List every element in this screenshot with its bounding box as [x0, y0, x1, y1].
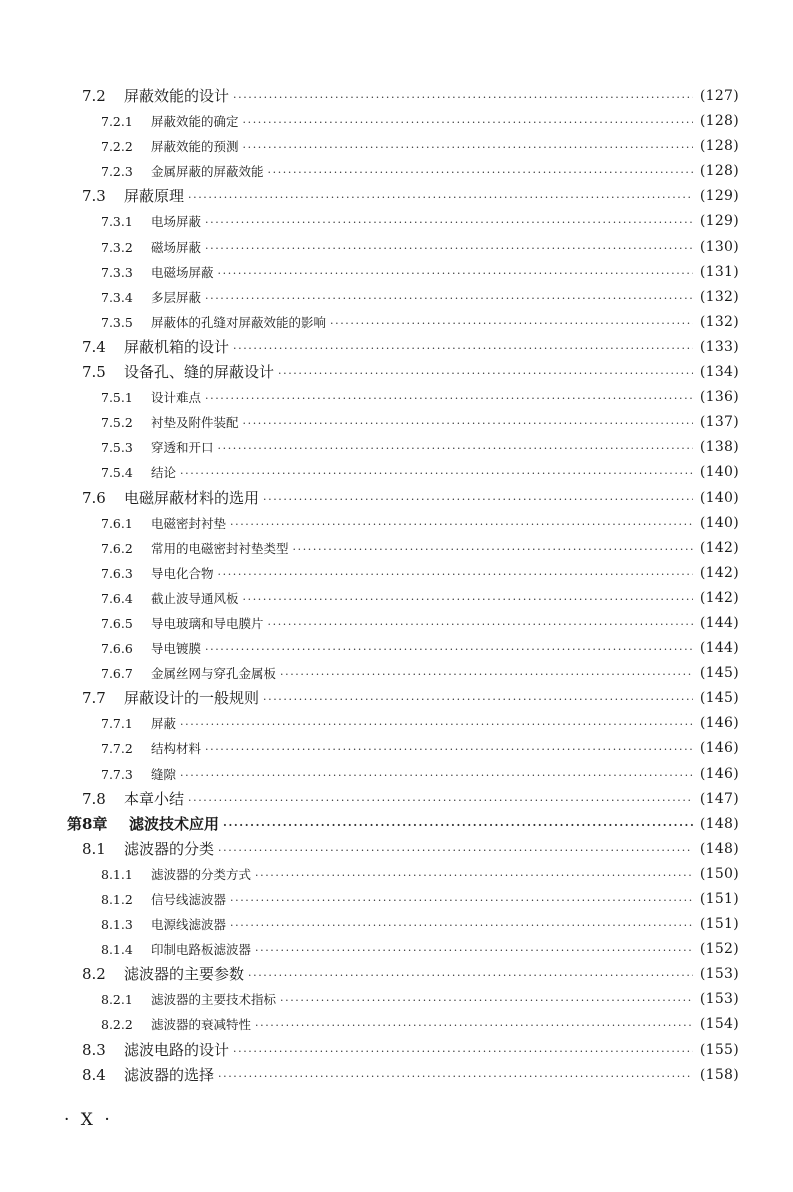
toc-subsection-entry[interactable]: [0, 736, 793, 761]
toc-leader-dots: [280, 662, 693, 687]
toc-entry-number: 7.5.2: [101, 415, 133, 431]
toc-subsection-entry[interactable]: [0, 561, 793, 586]
toc-subsection-entry[interactable]: [0, 661, 793, 686]
toc-entry-number: 8.1.2: [101, 892, 133, 907]
toc-leader-dots: [180, 461, 693, 486]
toc-entry-title: 多层屏蔽: [151, 289, 202, 305]
toc-entry-number: 7.6.1: [101, 515, 133, 531]
toc-entry-page: (150): [699, 865, 739, 882]
toc-leader-dots: [293, 537, 693, 562]
toc-entry-page: (153): [699, 991, 739, 1008]
toc-subsection-entry[interactable]: [0, 912, 793, 937]
toc-entry-page: (142): [699, 564, 739, 581]
toc-entry-page: (148): [699, 815, 739, 832]
toc-leader-dots: [233, 85, 693, 110]
toc-leader-dots: [255, 938, 693, 963]
toc-entry-number: 7.7: [82, 689, 106, 708]
toc-entry-title: 滤波器的选择: [124, 1065, 215, 1084]
toc-entry-title: 信号线滤波器: [151, 892, 227, 907]
toc-entry-page: (128): [699, 138, 739, 155]
toc-leader-dots: [233, 336, 693, 361]
toc-entry-page: (144): [699, 614, 739, 631]
toc-entry-page: (145): [699, 665, 739, 682]
toc-entry-title: 本章小结: [124, 789, 185, 808]
toc-entry-number: 8.1.1: [101, 866, 133, 882]
toc-entry-number: 7.6.4: [101, 590, 133, 606]
toc-subsection-entry[interactable]: [0, 611, 793, 636]
toc-entry-title: 屏蔽效能的确定: [151, 114, 239, 130]
toc-entry-number: 7.4: [82, 337, 106, 356]
toc-entry-title: 导电玻璃和导电膜片: [151, 615, 264, 631]
toc-leader-dots: [188, 788, 693, 813]
toc-subsection-entry[interactable]: [0, 209, 793, 234]
toc-entry-title: 印制电路板滤波器: [151, 942, 252, 958]
toc-entry-number: 7.3.3: [101, 264, 133, 280]
toc-entry-number: 7.5: [82, 363, 106, 382]
toc-leader-dots: [205, 286, 693, 311]
toc-entry-title: 设备孔、缝的屏蔽设计: [124, 363, 275, 382]
toc-entry-page: (148): [699, 840, 739, 857]
toc-entry-page: (142): [699, 539, 739, 556]
toc-subsection-entry[interactable]: [0, 937, 793, 962]
toc-subsection-entry[interactable]: [0, 385, 793, 410]
toc-entry-title: 屏蔽: [151, 716, 177, 732]
toc-entry-number: 7.5.3: [101, 440, 133, 456]
toc-subsection-entry[interactable]: [0, 987, 793, 1012]
toc-entry-title: 导电化合物: [151, 565, 214, 581]
toc-section-entry[interactable]: [0, 486, 793, 511]
toc-leader-dots: [230, 888, 693, 913]
toc-subsection-entry[interactable]: [0, 711, 793, 736]
toc-entry-number: 8.4: [82, 1065, 106, 1084]
toc-subsection-entry[interactable]: [0, 285, 793, 310]
toc-leader-dots: [233, 1039, 693, 1064]
toc-entry-number: 8.2.2: [101, 1017, 133, 1033]
toc-entry-page: (146): [699, 765, 739, 782]
toc-subsection-entry[interactable]: [0, 1012, 793, 1037]
toc-leader-dots: [268, 612, 693, 637]
toc-entry-number: 7.5.4: [101, 465, 133, 481]
toc-subsection-entry[interactable]: [0, 159, 793, 184]
toc-leader-dots: [218, 1064, 693, 1089]
toc-entry-page: (147): [699, 790, 739, 807]
toc-entry-title: 金属屏蔽的屏蔽效能: [151, 164, 264, 180]
toc-entry-title: 屏蔽效能的预测: [151, 139, 239, 155]
toc-leader-dots: [205, 737, 693, 762]
toc-entry-page: (140): [699, 489, 739, 506]
toc-subsection-entry[interactable]: [0, 235, 793, 260]
toc-subsection-entry[interactable]: [0, 511, 793, 536]
toc-subsection-entry[interactable]: [0, 410, 793, 435]
toc-entry-number: 8.3: [82, 1040, 106, 1059]
toc-leader-dots: [243, 135, 693, 160]
toc-leader-dots: [230, 512, 693, 537]
toc-entry-title: 衬垫及附件装配: [151, 415, 239, 431]
toc-entry-page: (133): [699, 338, 739, 355]
toc-subsection-entry[interactable]: [0, 260, 793, 285]
toc-entry-number: 第8章: [67, 814, 108, 833]
toc-entry-number: 7.6.5: [101, 615, 133, 631]
toc-entry-title: 滤波电路的设计: [124, 1040, 230, 1059]
toc-section-entry[interactable]: [0, 84, 793, 109]
toc-section-entry[interactable]: [0, 360, 793, 385]
toc-entry-page: (131): [699, 263, 739, 280]
toc-entry-title: 电磁密封衬垫: [151, 515, 227, 531]
toc-entry-number: 8.2: [82, 965, 106, 984]
toc-entry-page: (152): [699, 941, 739, 958]
toc-entry-title: 设计难点: [151, 390, 202, 406]
toc-leader-dots: [263, 687, 693, 712]
toc-entry-page: (129): [699, 188, 739, 205]
toc-section-entry[interactable]: [0, 335, 793, 360]
toc-leader-dots: [205, 236, 693, 261]
toc-leader-dots: [205, 386, 693, 411]
toc-entry-number: 7.6.3: [101, 565, 133, 581]
toc-leader-dots: [205, 210, 693, 235]
toc-entry-page: (151): [699, 916, 739, 933]
toc-section-entry[interactable]: [0, 837, 793, 862]
toc-leader-dots: [255, 1013, 693, 1038]
toc-entry-page: (153): [699, 966, 739, 983]
toc-entry-title: 缝隙: [151, 766, 177, 782]
toc-leader-dots: [243, 587, 693, 612]
toc-entry-page: (142): [699, 589, 739, 606]
toc-entry-page: (146): [699, 715, 739, 732]
toc-entry-page: (136): [699, 389, 739, 406]
toc-subsection-entry[interactable]: [0, 862, 793, 887]
toc-entry-title: 屏蔽机箱的设计: [124, 337, 230, 356]
toc-subsection-entry[interactable]: [0, 636, 793, 661]
toc-entry-page: (158): [699, 1066, 739, 1083]
toc-entry-page: (144): [699, 640, 739, 657]
toc-entry-title: 滤波器的主要参数: [124, 965, 245, 984]
toc-chapter-entry[interactable]: [0, 812, 793, 837]
toc-entry-page: (140): [699, 514, 739, 531]
toc-leader-dots: [268, 160, 693, 185]
toc-entry-number: 7.8: [82, 789, 106, 808]
toc-entry-number: 7.3.2: [101, 239, 133, 255]
toc-entry-page: (128): [699, 113, 739, 130]
toc-entry-number: 7.3: [82, 187, 106, 206]
toc-entry-page: (155): [699, 1041, 739, 1058]
toc-leader-dots: [218, 838, 693, 863]
toc-subsection-entry[interactable]: [0, 435, 793, 460]
toc-section-entry[interactable]: [0, 1038, 793, 1063]
toc-entry-number: 8.2.1: [101, 992, 133, 1008]
toc-entry-number: 7.6.6: [101, 641, 133, 657]
toc-subsection-entry[interactable]: [0, 536, 793, 561]
toc-leader-dots: [248, 963, 693, 988]
toc-entry-number: 7.3.5: [101, 314, 133, 330]
toc-leader-dots: [330, 311, 693, 336]
page-number-footer: · X ·: [64, 1110, 113, 1130]
toc-entry-title: 滤波器的主要技术指标: [151, 992, 277, 1008]
toc-section-entry[interactable]: [0, 787, 793, 812]
toc-leader-dots: [230, 913, 693, 938]
toc-entry-number: 7.6.2: [101, 540, 133, 556]
toc-entry-title: 常用的电磁密封衬垫类型: [151, 540, 289, 556]
toc-subsection-entry[interactable]: [0, 586, 793, 611]
toc-entry-page: (138): [699, 439, 739, 456]
toc-entry-title: 穿透和开口: [151, 440, 214, 456]
toc-subsection-entry[interactable]: [0, 134, 793, 159]
toc-entry-title: 滤波器的衰减特性: [151, 1017, 252, 1033]
toc-entry-title: 结构材料: [151, 741, 202, 757]
toc-entry-title: 屏蔽效能的设计: [124, 87, 230, 105]
toc-entry-title: 滤波器的分类: [124, 839, 215, 858]
toc-leader-dots: [205, 637, 693, 662]
toc-section-entry[interactable]: [0, 1063, 793, 1088]
toc-entry-page: (154): [699, 1016, 739, 1033]
toc-entry-number: 7.3.4: [101, 289, 133, 305]
toc-entry-number: 8.1.3: [101, 917, 133, 933]
toc-entry-title: 电源线滤波器: [151, 917, 227, 933]
toc-entry-page: (146): [699, 740, 739, 757]
toc-section-entry[interactable]: [0, 962, 793, 987]
toc-leader-dots: [218, 436, 693, 461]
toc-entry-number: 7.2.1: [101, 114, 133, 130]
toc-entry-number: 8.1: [82, 839, 106, 858]
toc-entry-number: 7.5.1: [101, 390, 133, 406]
toc-subsection-entry[interactable]: [0, 460, 793, 485]
toc-leader-dots: [280, 988, 693, 1013]
toc-entry-title: 屏蔽原理: [124, 187, 185, 206]
toc-entry-title: 截止波导通风板: [151, 590, 239, 606]
toc-leader-dots: [180, 712, 693, 737]
toc-entry-number: 8.1.4: [101, 942, 133, 958]
toc-entry-number: 7.7.3: [101, 766, 133, 782]
toc-subsection-entry[interactable]: [0, 887, 793, 912]
toc-entry-title: 电磁屏蔽材料的选用: [124, 488, 260, 507]
toc-subsection-entry[interactable]: [0, 310, 793, 335]
toc-entry-title: 电磁场屏蔽: [151, 264, 214, 280]
toc-leader-dots: [218, 261, 693, 286]
toc-leader-dots: [218, 562, 693, 587]
toc-entry-title: 磁场屏蔽: [151, 239, 202, 255]
toc-entry-page: (140): [699, 464, 739, 481]
toc-leader-dots: [223, 813, 693, 838]
toc-entry-title: 金属丝网与穿孔金属板: [151, 666, 277, 682]
toc-entry-title: 电场屏蔽: [151, 214, 202, 230]
toc-leader-dots: [263, 487, 693, 512]
toc-entry-number: 7.2.2: [101, 139, 133, 155]
toc-subsection-entry[interactable]: [0, 109, 793, 134]
toc-subsection-entry[interactable]: [0, 762, 793, 787]
toc-entry-page: (134): [699, 364, 739, 381]
toc-section-entry[interactable]: [0, 686, 793, 711]
toc-entry-title: 屏蔽体的孔缝对屏蔽效能的影响: [151, 314, 327, 330]
toc-leader-dots: [188, 185, 693, 210]
toc-entry-title: 滤波器的分类方式: [151, 866, 252, 882]
toc-entry-number: 7.6: [82, 488, 106, 507]
toc-entry-title: 滤波技术应用: [129, 814, 220, 833]
toc-entry-page: (128): [699, 163, 739, 180]
toc-entry-title: 导电镀膜: [151, 641, 202, 657]
toc-leader-dots: [255, 863, 693, 888]
toc-leader-dots: [243, 411, 693, 436]
toc-entry-number: 7.3.1: [101, 214, 133, 230]
table-of-contents: [0, 84, 793, 1088]
toc-entry-page: (129): [699, 213, 739, 230]
toc-entry-page: (130): [699, 238, 739, 255]
toc-entry-page: (137): [699, 414, 739, 431]
toc-entry-page: (127): [699, 88, 739, 104]
toc-section-entry[interactable]: [0, 184, 793, 209]
toc-entry-title: 结论: [151, 465, 177, 481]
toc-leader-dots: [180, 763, 693, 788]
toc-entry-title: 屏蔽设计的一般规则: [124, 689, 260, 708]
toc-entry-number: 7.2.3: [101, 164, 133, 180]
toc-entry-page: (132): [699, 313, 739, 330]
toc-leader-dots: [278, 361, 693, 386]
toc-entry-page: (145): [699, 690, 739, 707]
toc-entry-number: 7.2: [82, 87, 106, 105]
toc-entry-number: 7.7.1: [101, 716, 133, 732]
toc-entry-number: 7.7.2: [101, 741, 133, 757]
toc-entry-page: (151): [699, 891, 739, 907]
toc-entry-page: (132): [699, 288, 739, 305]
toc-entry-number: 7.6.7: [101, 666, 133, 682]
toc-leader-dots: [243, 110, 693, 135]
